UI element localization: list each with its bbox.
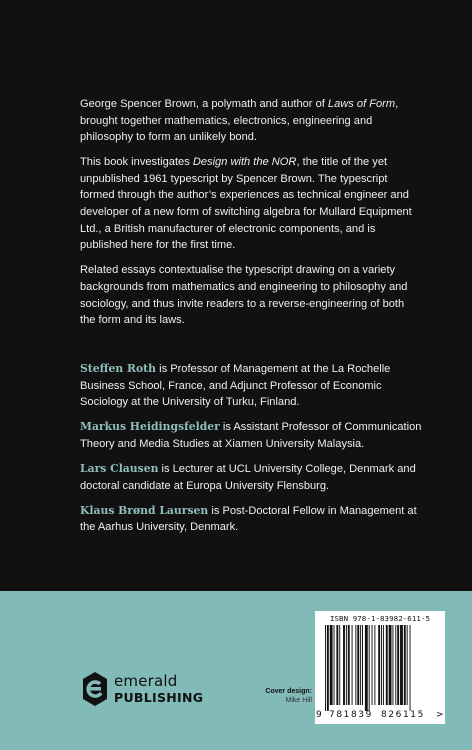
bio-text: is Professor of Management at the La Rochelle Business School, France, and Adjunct Professor of Economic Sociology at the University of Turku, Finland. [80, 363, 391, 409]
barcode-bar [407, 625, 408, 705]
isbn-barcode [315, 611, 445, 724]
emerald-e-logo-icon [80, 670, 110, 708]
blurb-text: This book investigates [80, 156, 193, 169]
barcode-bar [330, 625, 333, 705]
barcode-bar [381, 625, 382, 705]
barcode-right-digits: 826115 [381, 710, 425, 720]
barcode-bar [327, 625, 329, 711]
barcode-bar [362, 625, 363, 705]
barcode-bar [383, 625, 384, 705]
bio-name: Klaus Brønd Laursen [80, 503, 209, 517]
barcode-bar [336, 625, 338, 705]
blurb-text: George Spencer Brown, a polymath and author of [80, 98, 328, 110]
blurb-text: Related essays contextualise the typescript drawing on a variety backgrounds from mathematics and engineering to philosophy and sociology, and thus invite readers to a reverse-engineering of both the form and its laws. [80, 264, 408, 327]
barcode-bar [346, 625, 347, 705]
bio-text: is Lecturer at UCL University College, Denmark and doctoral candidate at Europa University Flensburg. [80, 462, 416, 492]
cover-design-credit [240, 687, 312, 706]
credit-label: Cover design: [265, 688, 312, 695]
barcode-bar [369, 625, 370, 711]
barcode-bar [395, 625, 396, 705]
barcode-bar [404, 625, 406, 705]
bio-name: Steffen Roth [80, 362, 157, 375]
barcode-bar [372, 625, 373, 705]
barcode-bar [397, 625, 399, 705]
bio-3 [80, 461, 424, 494]
barcode-trail: > [436, 710, 444, 720]
barcode-bar [357, 625, 359, 705]
barcode-bar [386, 625, 388, 705]
bio-2 [80, 419, 424, 452]
blurb-italic: Design with the NOR [192, 156, 297, 169]
barcode-bar [348, 625, 350, 705]
bio-name: Markus Heidingsfelder [80, 420, 220, 434]
barcode-bar [325, 625, 326, 711]
publisher-logo [80, 670, 204, 710]
credit-name: Mike Hill [285, 697, 312, 704]
barcode-bars [321, 625, 439, 711]
isbn-text: ISBN 978-1-83982-611-5 [329, 614, 431, 623]
bio-text: is Assistant Professor of Communication Theory and Media Studies at Xiamen University Malaysia. [80, 421, 422, 450]
bio-text: is Post-Doctoral Fellow in Management at the Aarhus University, Denmark. [80, 504, 417, 534]
publisher-name-line1: emerald [114, 672, 178, 690]
blurb-paragraph-1 [80, 96, 422, 146]
barcode-bar [378, 625, 380, 705]
barcode-bar [389, 625, 392, 705]
bio-name: Lars Clausen [80, 461, 159, 475]
blurb-italic: Laws of Form [327, 98, 396, 110]
blurb-text: , brought together mathematics, electronics, engineering and philosophy to form an unlikely bond. [80, 98, 399, 144]
book-blurb [80, 96, 422, 337]
barcode-bar [339, 625, 340, 705]
blurb-paragraph-2 [80, 154, 422, 254]
bio-1 [80, 361, 424, 411]
barcode-bar [343, 625, 345, 705]
blurb-paragraph-3 [80, 262, 422, 328]
barcode-bar [365, 625, 368, 711]
publisher-name-line2: PUBLISHING [114, 690, 204, 705]
barcode-bar [392, 625, 393, 705]
barcode-bar [400, 625, 403, 705]
author-bios [80, 361, 424, 544]
barcode-bar [410, 625, 411, 711]
barcode-bar [352, 625, 353, 705]
blurb-text: , the title of the yet unpublished 1961 typescript by Spencer Brown. The typescript formed through the author’s experiences as technical engineer and developer of a new form of switching algebra for Mullard Equipment Ltd., a British manufacturer of electronic components, and is published here for the first time. [80, 156, 412, 252]
bio-4 [80, 503, 424, 536]
barcode-bar [334, 625, 335, 705]
barcode-left-digits: 781839 [329, 710, 373, 720]
barcode-bar [355, 625, 356, 705]
barcode-lead-digit: 9 [316, 710, 322, 720]
barcode-bar [360, 625, 361, 705]
barcode-bar [374, 625, 375, 705]
